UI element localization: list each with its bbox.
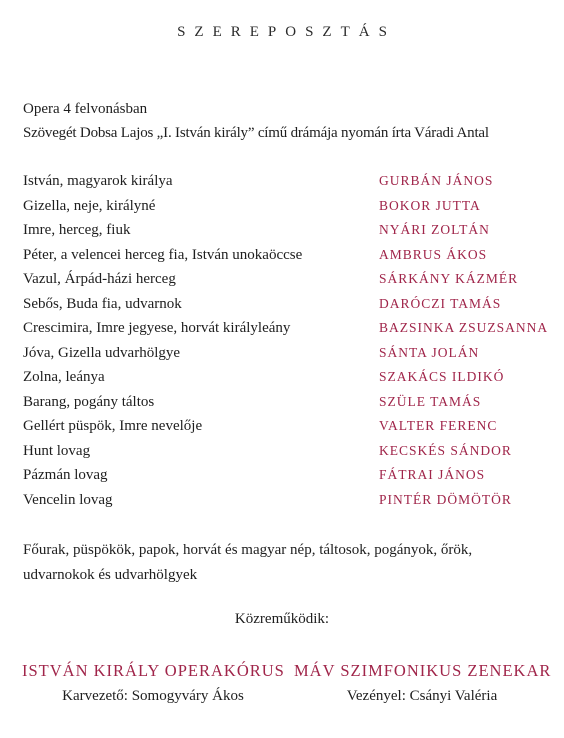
cast-row xyxy=(23,171,553,196)
cast-role: Sebős, Buda fia, udvarnok xyxy=(23,295,182,312)
credits-label: Közreműködik: xyxy=(234,611,330,627)
cast-role: Gellért püspök, Imre nevelője xyxy=(23,418,203,434)
cast-actor: SZÜLE TAMÁS xyxy=(379,393,482,409)
cast-actor: DARÓCZI TAMÁS xyxy=(379,295,502,311)
cast-actor: AMBRUS ÁKOS xyxy=(379,246,488,262)
cast-row xyxy=(23,343,553,368)
cast-role: Vazul, Árpád-házi herceg xyxy=(23,271,176,287)
ensemble-leader: Vezényel: Csányi Valéria xyxy=(346,688,498,704)
cast-actor: VALTER FERENC xyxy=(379,418,498,433)
libretto-credit: Szövegét Dobsa Lajos „I. István király” című drámája nyomán írta Váradi Antal xyxy=(23,125,489,141)
ensemble-chorus xyxy=(22,660,284,707)
opera-intro xyxy=(23,97,489,145)
cast-row xyxy=(23,318,553,343)
cast-role: Pázmán lovag xyxy=(23,467,108,483)
cast-row xyxy=(23,245,553,270)
cast-actor: NYÁRI ZOLTÁN xyxy=(379,222,490,237)
cast-actor: BOKOR JUTTA xyxy=(379,197,481,213)
cast-row xyxy=(23,416,553,441)
ensemble-name: ISTVÁN KIRÁLY OPERAKÓRUS xyxy=(22,661,285,680)
cast-role: Péter, a velencei herceg fia, István unokaöccse xyxy=(23,246,303,263)
cast-list xyxy=(23,171,553,514)
cast-role: Jóva, Gizella udvarhölgye xyxy=(23,344,181,361)
cast-actor: FÁTRAI JÁNOS xyxy=(379,467,486,482)
cast-row xyxy=(23,294,553,319)
ensemble-orchestra xyxy=(294,660,550,707)
cast-row xyxy=(23,196,553,221)
cast-row xyxy=(23,220,553,245)
chorus-note: Főurak, püspökök, papok, horvát és magyar nép, táltosok, pogányok, őrök, udvarnokok és udvarhölgyek xyxy=(23,542,473,583)
cast-row xyxy=(23,392,553,417)
cast-row xyxy=(23,490,553,515)
cast-actor: BAZSINKA ZSUZSANNA xyxy=(379,320,549,335)
cast-role: Vencelin lovag xyxy=(23,491,113,508)
cast-actor: SÁRKÁNY KÁZMÉR xyxy=(379,271,519,286)
cast-role: Crescimira, Imre jegyese, horvát királyleány xyxy=(23,320,291,336)
cast-role: Hunt lovag xyxy=(23,442,91,459)
cast-role: Zolna, leánya xyxy=(23,369,105,385)
cast-row xyxy=(23,465,553,490)
cast-actor: KECSKÉS SÁNDOR xyxy=(379,442,512,458)
ensemble-leader: Karvezető: Somogyváry Ákos xyxy=(62,688,244,704)
opera-subtitle: Opera 4 felvonásban xyxy=(23,101,148,117)
cast-role: István, magyarok királya xyxy=(23,173,173,189)
page-title: SZEREPOSZTÁS xyxy=(177,24,396,40)
ensemble-name: MÁV SZIMFONIKUS ZENEKAR xyxy=(294,661,552,680)
cast-row xyxy=(23,269,553,294)
cast-actor: GURBÁN JÁNOS xyxy=(379,173,494,188)
cast-row xyxy=(23,441,553,466)
cast-row xyxy=(23,367,553,392)
cast-actor: SÁNTA JOLÁN xyxy=(379,344,480,360)
cast-actor: PINTÉR DÖMÖTÖR xyxy=(379,491,512,507)
cast-role: Barang, pogány táltos xyxy=(23,393,155,410)
cast-role: Imre, herceg, fiuk xyxy=(23,222,131,238)
cast-role: Gizella, neje, királyné xyxy=(23,197,156,214)
cast-actor: SZAKÁCS ILDIKÓ xyxy=(379,369,505,384)
